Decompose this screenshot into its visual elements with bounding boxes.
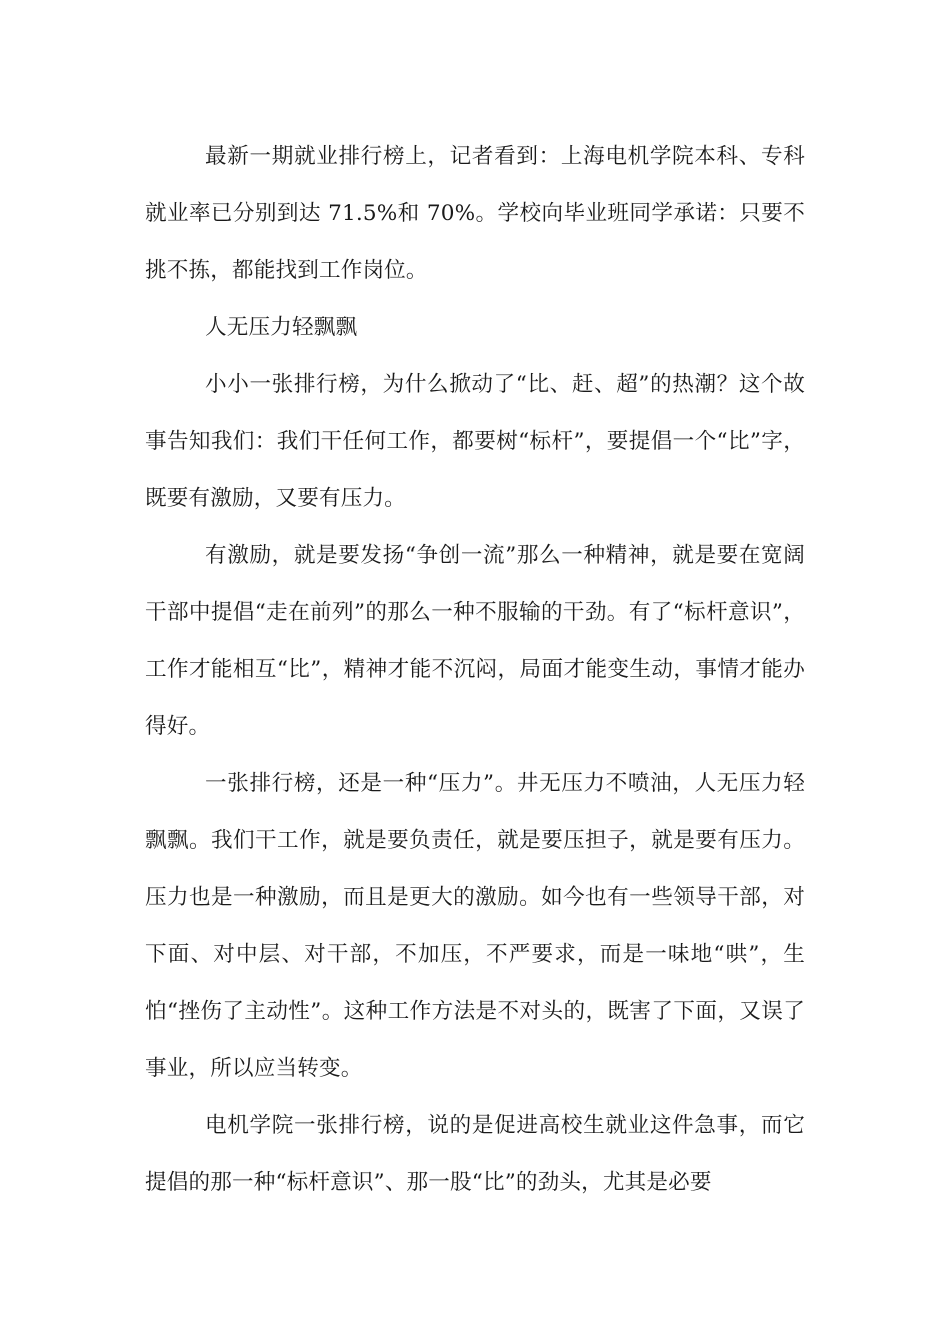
document-body bbox=[145, 128, 805, 1211]
paragraph-conclusion: 电机学院一张排行榜，说的是促进高校生就业这件急事，而它提倡的那一种“标杆意识”、那一股“比”的劲头，尤其是必要 bbox=[145, 1113, 805, 1195]
section-heading: 人无压力轻飘飘 bbox=[205, 315, 358, 340]
paragraph-pressure: 一张排行榜，还是一种“压力”。井无压力不喷油，人无压力轻飘飘。我们干工作，就是要负责任，就是要压担子，就是要有压力。压力也是一种激励，而且是更大的激励。如今也有一些领导干部，对下面、对中层、对干部，不加压，不严要求，而是一味地“哄”，生怕“挫伤了主动性”。这种工作方法是不对头的，既害了下面，又误了事业，所以应当转变。 bbox=[145, 771, 805, 1081]
paragraph-benchmark: 小小一张排行榜，为什么掀动了“比、赶、超”的热潮？这个故事告知我们：我们干任何工作，都要树“标杆”，要提倡一个“比”字，既要有激励，又要有压力。 bbox=[145, 372, 805, 511]
paragraph-motivation: 有激励，就是要发扬“争创一流”那么一种精神，就是要在宽阔干部中提倡“走在前列”的那么一种不服输的干劲。有了“标杆意识”，工作才能相互“比”，精神才能不沉闷，局面才能变生动，事情才能办得好。 bbox=[145, 543, 805, 739]
paragraph-employment-ranking: 最新一期就业排行榜上，记者看到：上海电机学院本科、专科就业率已分别到达 71.5%和 70%。学校向毕业班同学承诺：只要不挑不拣，都能找到工作岗位。 bbox=[145, 144, 805, 283]
